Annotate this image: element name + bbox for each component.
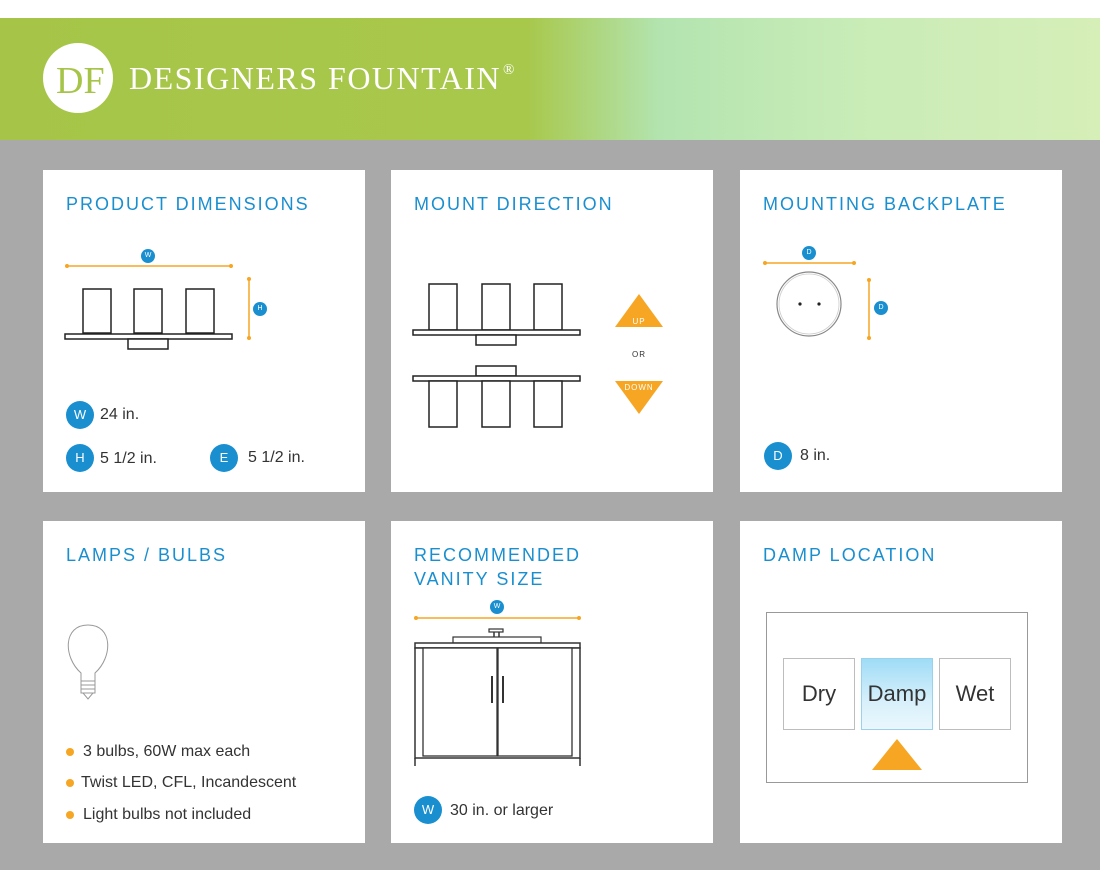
bulb-types: Twist LED, CFL, Incandescent: [81, 774, 297, 791]
df-monogram-icon: [43, 43, 113, 113]
selected-indicator-arrow-icon: [767, 613, 1029, 784]
diameter-badge: D: [764, 442, 792, 470]
vanity-diagram: [391, 521, 713, 843]
panel-lamps-bulbs: [43, 521, 365, 843]
backplate-diagram: [740, 170, 1062, 370]
brand-header: [0, 18, 1100, 140]
up-label: UP: [632, 317, 646, 326]
panel-title: RECOMMENDED VANITY SIZE: [414, 545, 582, 589]
panel-title: MOUNTING BACKPLATE: [763, 194, 1007, 214]
svg-text:DF: DF: [56, 60, 105, 102]
bulbs-not-included: Light bulbs not included: [83, 806, 252, 823]
height-value: 5 1/2 in.: [100, 450, 157, 467]
brand-name: DESIGNERS FOUNTAIN ®: [129, 60, 516, 96]
bullet-dot: [66, 779, 74, 787]
panel-title: LAMPS / BULBS: [66, 545, 228, 565]
extension-badge: E: [210, 444, 238, 472]
diameter-value: 8 in.: [800, 447, 831, 464]
bullet-dot: [66, 811, 74, 819]
width-marker: W: [490, 600, 504, 614]
height-marker: H: [253, 302, 267, 316]
mount-direction-diagram: [391, 170, 713, 492]
vanity-width-value: 30 in. or larger: [450, 802, 554, 819]
diameter-marker-side: D: [874, 301, 888, 315]
location-option-damp-selected: Damp: [861, 658, 933, 730]
location-option-dry: Dry: [783, 658, 855, 730]
width-marker: W: [141, 249, 155, 263]
width-badge: W: [66, 401, 94, 429]
panel-vanity-size: [391, 521, 713, 843]
extension-value: 5 1/2 in.: [248, 449, 305, 466]
height-badge: H: [66, 444, 94, 472]
bulb-icon: [43, 521, 365, 721]
panel-title: PRODUCT DIMENSIONS: [66, 194, 310, 214]
fixture-dimension-diagram: [43, 170, 365, 370]
panel-product-dimensions: [43, 170, 365, 492]
panel-title: DAMP LOCATION: [763, 545, 937, 565]
registered-mark: ®: [503, 62, 516, 78]
brand-logo: [43, 43, 113, 113]
or-label: OR: [632, 350, 646, 359]
vanity-width-badge: W: [414, 796, 442, 824]
panel-title: MOUNT DIRECTION: [414, 194, 614, 214]
bullet-dot: [66, 748, 74, 756]
down-label: DOWN: [624, 383, 654, 392]
width-value: 24 in.: [100, 406, 140, 423]
location-rating-frame: [766, 612, 1028, 783]
panel-mounting-backplate: [740, 170, 1062, 492]
bulb-spec: 3 bulbs, 60W max each: [83, 743, 251, 760]
panel-mount-direction: [391, 170, 713, 492]
diameter-marker-top: D: [802, 246, 816, 260]
location-option-wet: Wet: [939, 658, 1011, 730]
panel-damp-location: [740, 521, 1062, 843]
